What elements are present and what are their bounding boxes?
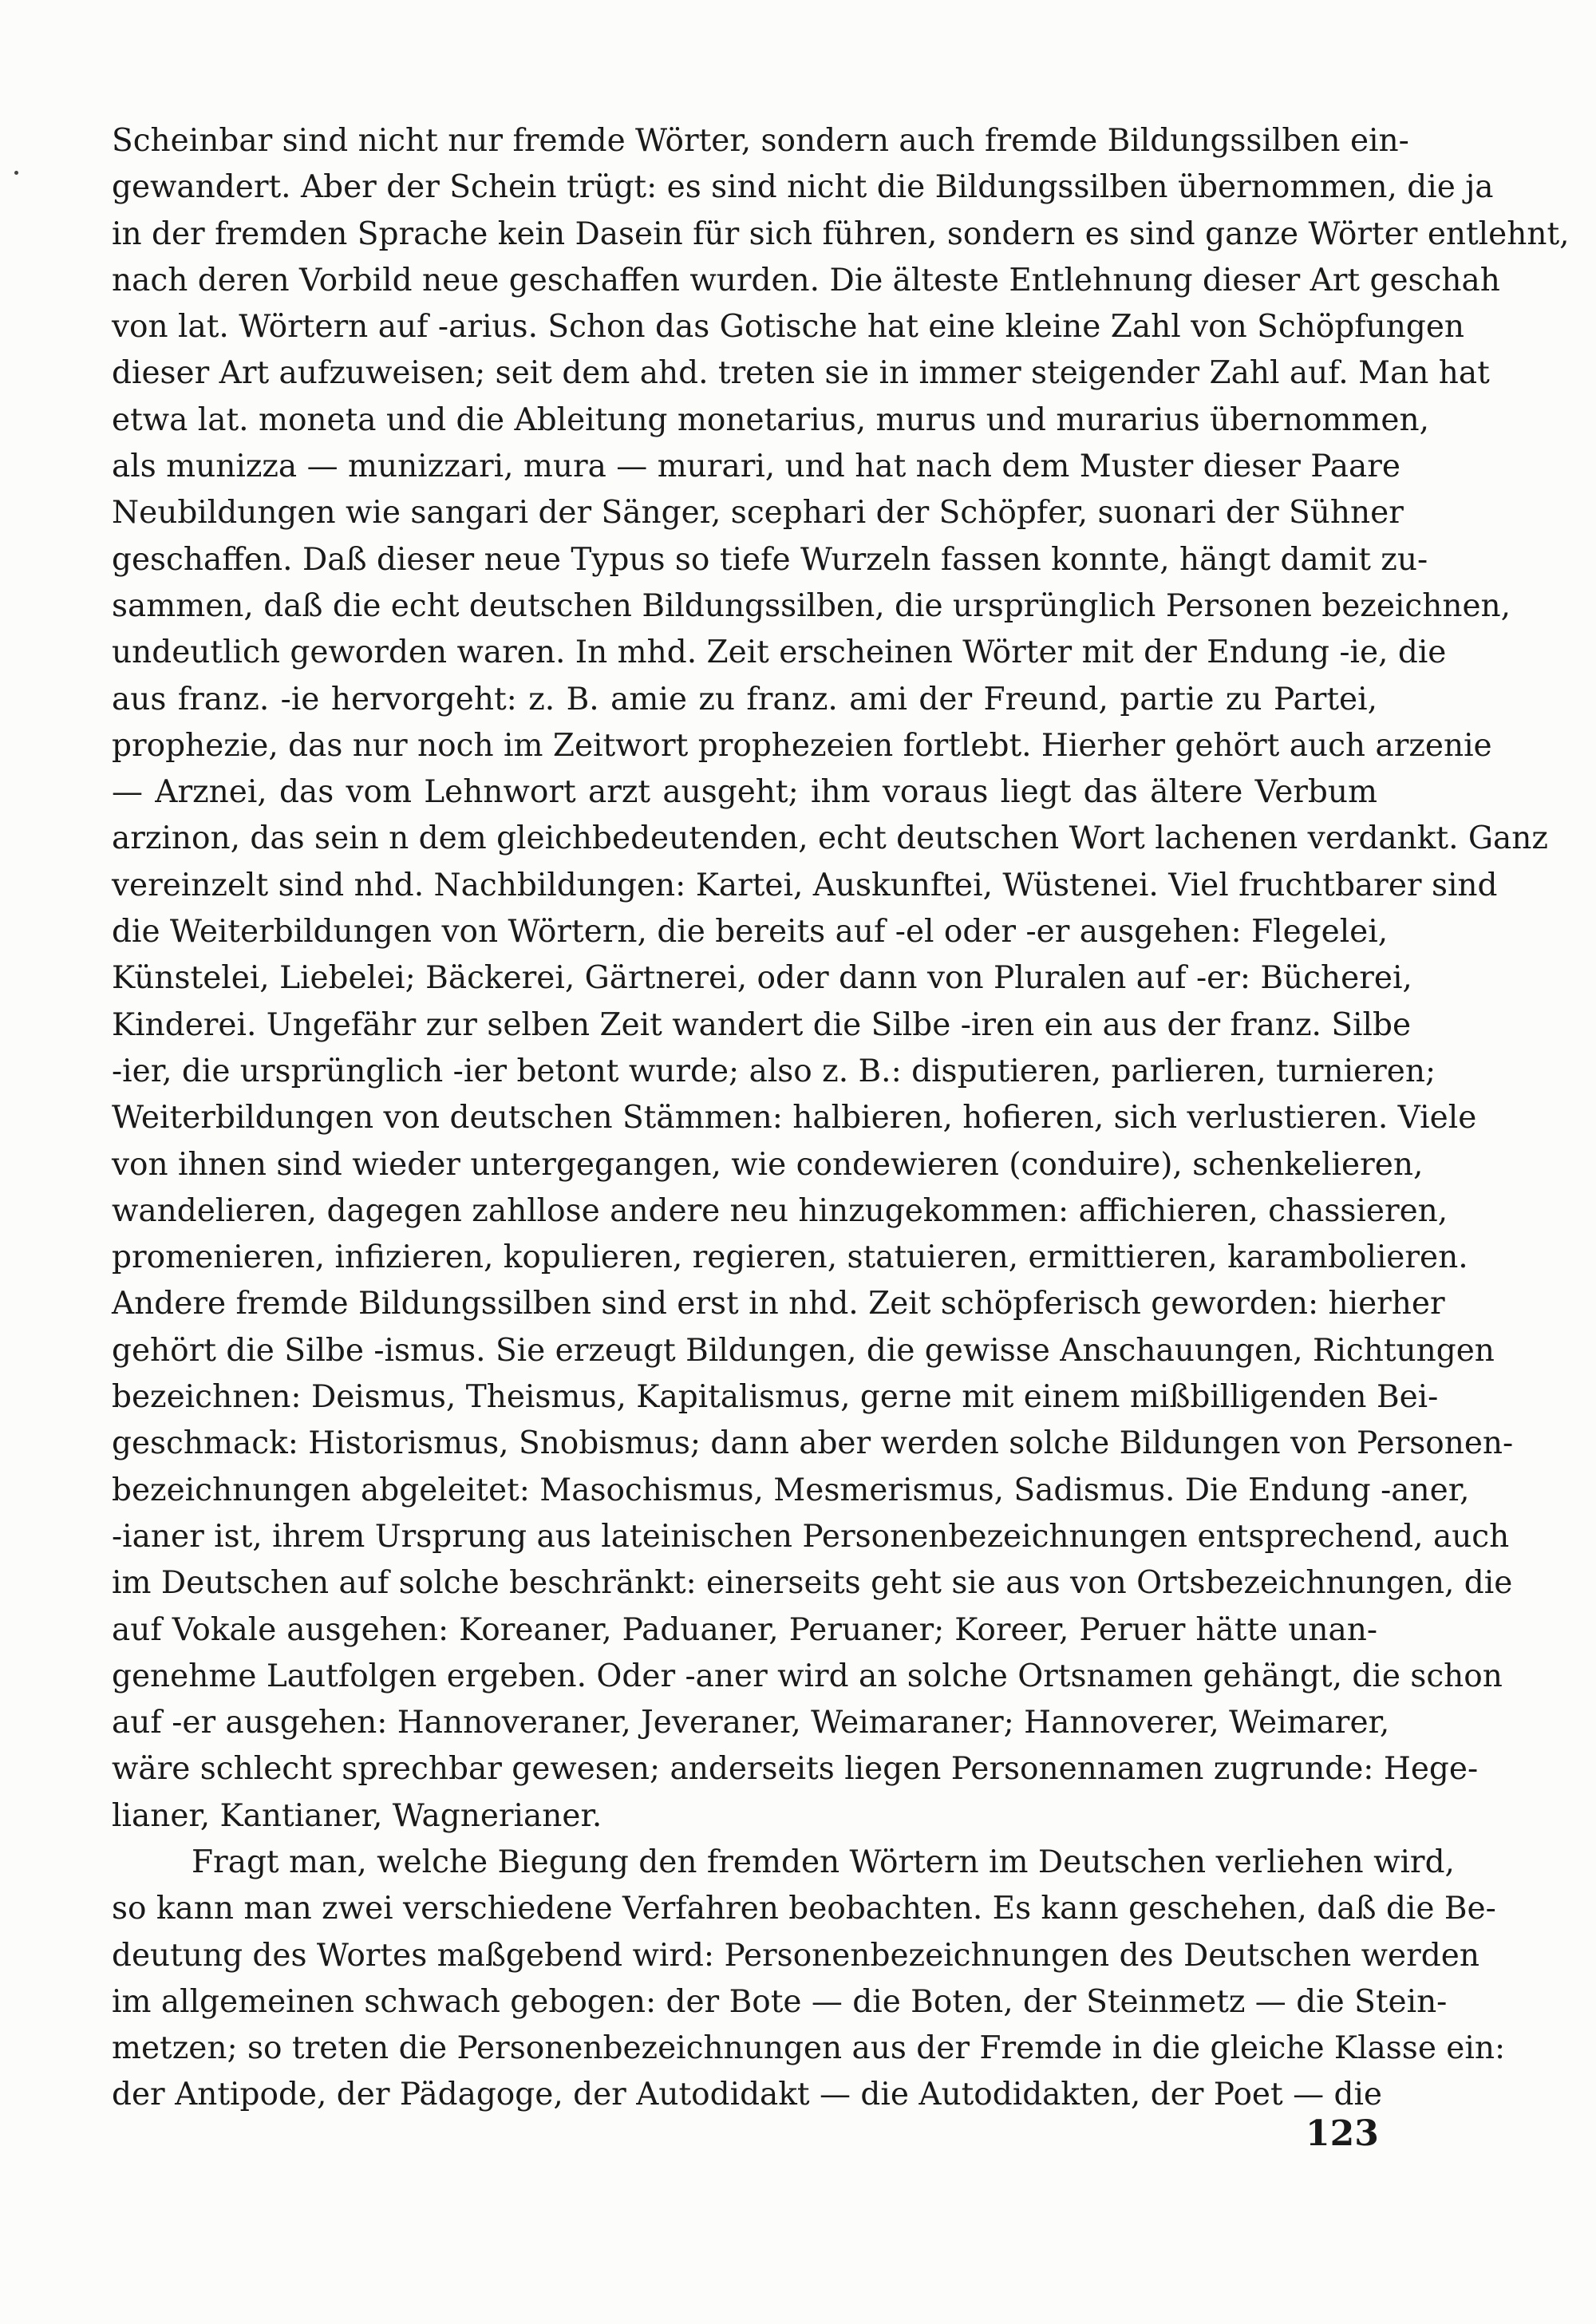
- text-line: auf Vokale ausgehen: Koreaner, Paduaner, Peruaner; Koreer, Peruer hätte unan-: [112, 1611, 1377, 1648]
- text-line: wandelieren, dagegen zahllose andere neu hinzugekommen: affichieren, chassieren,: [112, 1192, 1448, 1229]
- text-line: sammen, daß die echt deutschen Bildungssilben, die ursprünglich Personen bezeichnen,: [112, 587, 1511, 624]
- text-line: im allgemeinen schwach gebogen: der Bote — die Boten, der Steinmetz — die Stein-: [112, 1983, 1448, 2020]
- text-line: — Arznei, das vom Lehnwort arzt ausgeht; ihm voraus liegt das ältere Verbum: [112, 774, 1377, 811]
- text-line: von lat. Wörtern auf -arius. Schon das Gotische hat eine kleine Zahl von Schöpfungen: [112, 309, 1465, 346]
- text-line: deutung des Wortes maßgebend wird: Personenbezeichnungen des Deutschen werden: [112, 1937, 1479, 1974]
- text-line: vereinzelt sind nhd. Nachbildungen: Kartei, Auskunftei, Wüstenei. Viel fruchtbarer sind: [112, 867, 1498, 903]
- text-line: geschmack: Historismus, Snobismus; dann aber werden solche Bildungen von Personen-: [112, 1425, 1514, 1462]
- body-text: [112, 118, 1570, 2119]
- text-line: von ihnen sind wieder untergegangen, wie condewieren (conduire), schenkelieren,: [112, 1146, 1424, 1183]
- text-line: so kann man zwei verschiedene Verfahren beobachten. Es kann geschehen, daß die Be-: [112, 1891, 1496, 1927]
- text-line: genehme Lautfolgen ergeben. Oder -aner wird an solche Ortsnamen gehängt, die schon: [112, 1658, 1503, 1694]
- page-number: 123: [1306, 2113, 1379, 2154]
- text-line: nach deren Vorbild neue geschaffen wurden. Die älteste Entlehnung dieser Art geschah: [112, 262, 1500, 298]
- text-line: in der fremden Sprache kein Dasein für sich führen, sondern es sind ganze Wörter entlehnt,: [112, 215, 1570, 252]
- text-line: metzen; so treten die Personenbezeichnungen aus der Fremde in die gleiche Klasse ein:: [112, 2030, 1506, 2067]
- text-line: der Antipode, der Pädagoge, der Autodidakt — die Autodidakten, der Poet — die: [112, 2077, 1382, 2113]
- text-line: Neubildungen wie sangari der Sänger, scephari der Schöpfer, suonari der Sühner: [112, 495, 1404, 532]
- text-line: Scheinbar sind nicht nur fremde Wörter, sondern auch fremde Bildungssilben ein-: [112, 123, 1409, 159]
- text-line: promenieren, infizieren, kopulieren, regieren, statuieren, ermittieren, karambolieren.: [112, 1239, 1468, 1276]
- text-line: dieser Art aufzuweisen; seit dem ahd. treten sie in immer steigender Zahl auf. Man hat: [112, 355, 1490, 392]
- text-line: Kinderei. Ungefähr zur selben Zeit wandert die Silbe -iren ein aus der franz. Silbe: [112, 1006, 1412, 1043]
- text-line: arzinon, das sein n dem gleichbedeutenden, echt deutschen Wort lachenen verdankt. Ganz: [112, 820, 1548, 857]
- text-line: gehört die Silbe -ismus. Sie erzeugt Bildungen, die gewisse Anschauungen, Richtungen: [112, 1332, 1495, 1369]
- margin-speck: [14, 171, 18, 175]
- text-line: prophezie, das nur noch im Zeitwort prophezeien fortlebt. Hierher gehört auch arzenie: [112, 727, 1492, 764]
- text-line: undeutlich geworden waren. In mhd. Zeit erscheinen Wörter mit der Endung -ie, die: [112, 634, 1447, 671]
- text-line: die Weiterbildungen von Wörtern, die bereits auf -el oder -er ausgehen: Flegelei,: [112, 914, 1389, 951]
- text-line: als munizza — munizzari, mura — murari, und hat nach dem Muster dieser Paare: [112, 449, 1401, 485]
- text-line: Andere fremde Bildungssilben sind erst in nhd. Zeit schöpferisch geworden: hierher: [112, 1286, 1445, 1322]
- text-line: aus franz. -ie hervorgeht: z. B. amie zu franz. ami der Freund, partie zu Partei,: [112, 681, 1377, 717]
- text-line: etwa lat. moneta und die Ableitung monetarius, murus und murarius übernommen,: [112, 401, 1429, 438]
- text-line: im Deutschen auf solche beschränkt: einerseits geht sie aus von Ortsbezeichnungen, die: [112, 1565, 1513, 1602]
- text-line: Fragt man, welche Biegung den fremden Wörtern im Deutschen verliehen wird,: [192, 1844, 1455, 1880]
- text-line: bezeichnen: Deismus, Theismus, Kapitalismus, gerne mit einem mißbilligenden Bei-: [112, 1379, 1439, 1416]
- text-line: Weiterbildungen von deutschen Stämmen: halbieren, hofieren, sich verlustieren. Viele: [112, 1100, 1477, 1136]
- text-line: gewandert. Aber der Schein trügt: es sind nicht die Bildungssilben übernommen, die ja: [112, 169, 1494, 206]
- text-line: bezeichnungen abgeleitet: Masochismus, Mesmerismus, Sadismus. Die Endung -aner,: [112, 1472, 1470, 1508]
- text-line: Künstelei, Liebelei; Bäckerei, Gärtnerei, oder dann von Pluralen auf -er: Bücherei,: [112, 960, 1412, 997]
- text-line: wäre schlecht sprechbar gewesen; anderseits liegen Personennamen zugrunde: Hege-: [112, 1751, 1479, 1788]
- text-line: lianer, Kantianer, Wagnerianer.: [112, 1797, 602, 1834]
- text-line: -ier, die ursprünglich -ier betont wurde; also z. B.: disputieren, parlieren, turnieren;: [112, 1053, 1436, 1089]
- text-line: -ianer ist, ihrem Ursprung aus lateinischen Personenbezeichnungen entsprechend, auch: [112, 1518, 1510, 1555]
- text-line: geschaffen. Daß dieser neue Typus so tiefe Wurzeln fassen konnte, hängt damit zu-: [112, 541, 1428, 578]
- text-line: auf -er ausgehen: Hannoveraner, Jeveraner, Weimaraner; Hannoverer, Weimarer,: [112, 1705, 1390, 1741]
